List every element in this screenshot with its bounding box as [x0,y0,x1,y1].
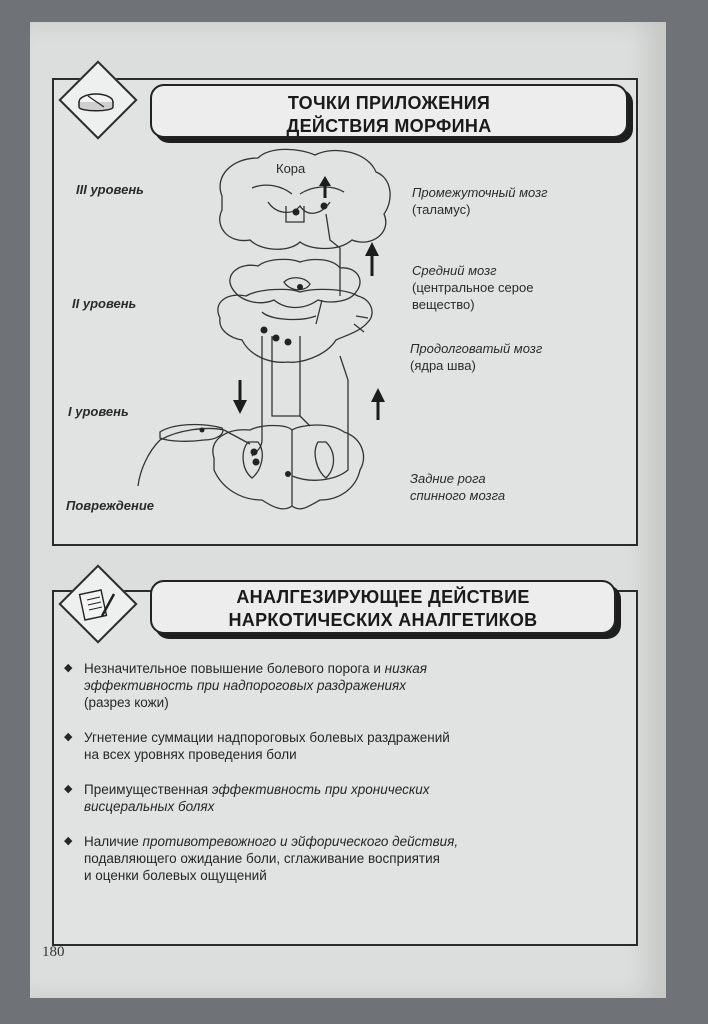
bullet-text: Незначительное повышение болевого порога и [84,661,385,676]
bullet-line [84,660,604,677]
bullet-line [84,694,604,711]
bullet-line [84,798,604,815]
section1-title-line1: ТОЧКИ ПРИЛОЖЕНИЯ [287,93,491,113]
section2-title-line2: НАРКОТИЧЕСКИХ АНАЛГЕТИКОВ [228,610,538,630]
analgesic-bullet-list [64,660,604,902]
dorsal-horns-label [410,470,505,504]
bullet-line [84,781,604,798]
dorsal-horns-line1: Задние рога [410,471,486,486]
bullet-item [64,729,604,763]
midbrain-label [412,262,533,313]
diencephalon-label [412,184,548,218]
bullet-text: Наличие [84,834,143,849]
bullet-italic-text: эффективность при надпороговых раздражениях [84,678,407,693]
bullet-line [84,746,604,763]
bullet-marker: ◆ [64,835,73,847]
bullet-line [84,867,604,884]
cortex-label: Кора [276,161,306,176]
bullet-text: (разрез кожи) [84,695,169,710]
bullet-italic-text: эффективность при хронических [211,782,430,797]
bullet-text: на всех уровнях проведения боли [84,747,297,762]
bullet-line [84,729,604,746]
bullet-marker: ◆ [64,731,73,743]
bullet-italic-text: противотревожного и эйфорического действия, [142,834,459,849]
bullet-italic-text: низкая [384,661,427,676]
bullet-line [84,833,604,850]
medulla-line2: (ядра шва) [410,358,476,373]
midbrain-line2: (центральное серое [412,280,534,295]
bullet-text: подавляющего ожидание боли, сглаживание восприятия [84,851,440,866]
document-pen-icon [66,584,126,624]
diencephalon-line2: (таламус) [412,202,471,217]
page-number: 180 [42,944,65,960]
bullet-text: и оценки болевых ощущений [84,868,267,883]
midbrain-line3: вещество) [412,297,475,312]
medulla-outline [218,289,372,362]
section2-title [150,580,616,634]
bullet-line [84,677,604,694]
level3-label: III уровень [76,182,144,197]
section1-title [150,84,628,138]
peripheral-nerve [138,428,250,486]
medulla-line1: Продолговатый мозг [410,341,543,356]
spinal-cord-outline [213,425,364,509]
section2-title-line1: АНАЛГЕЗИРУЮЩЕЕ ДЕЙСТВИЕ [236,587,530,607]
diencephalon-line1: Промежуточный мозг [412,185,548,200]
bullet-item [64,781,604,815]
dorsal-horns-line2: спинного мозга [410,488,506,503]
injury-label: Повреждение [66,498,155,513]
level1-label: I уровень [68,404,129,419]
bullet-item [64,660,604,711]
bullet-line [84,850,604,867]
pill-icon [66,80,126,120]
level2-label: II уровень [72,296,137,311]
midbrain-line1: Средний мозг [412,263,497,278]
section1-title-line2: ДЕЙСТВИЯ МОРФИНА [286,116,492,136]
bullet-item [64,833,604,884]
bullet-marker: ◆ [64,783,73,795]
bullet-text: Преимущественная [84,782,212,797]
medulla-label [410,340,542,374]
bullet-marker: ◆ [64,662,73,674]
bullet-text: Угнетение суммации надпороговых болевых раздражений [84,730,450,745]
bullet-italic-text: висцеральных болях [84,799,215,814]
